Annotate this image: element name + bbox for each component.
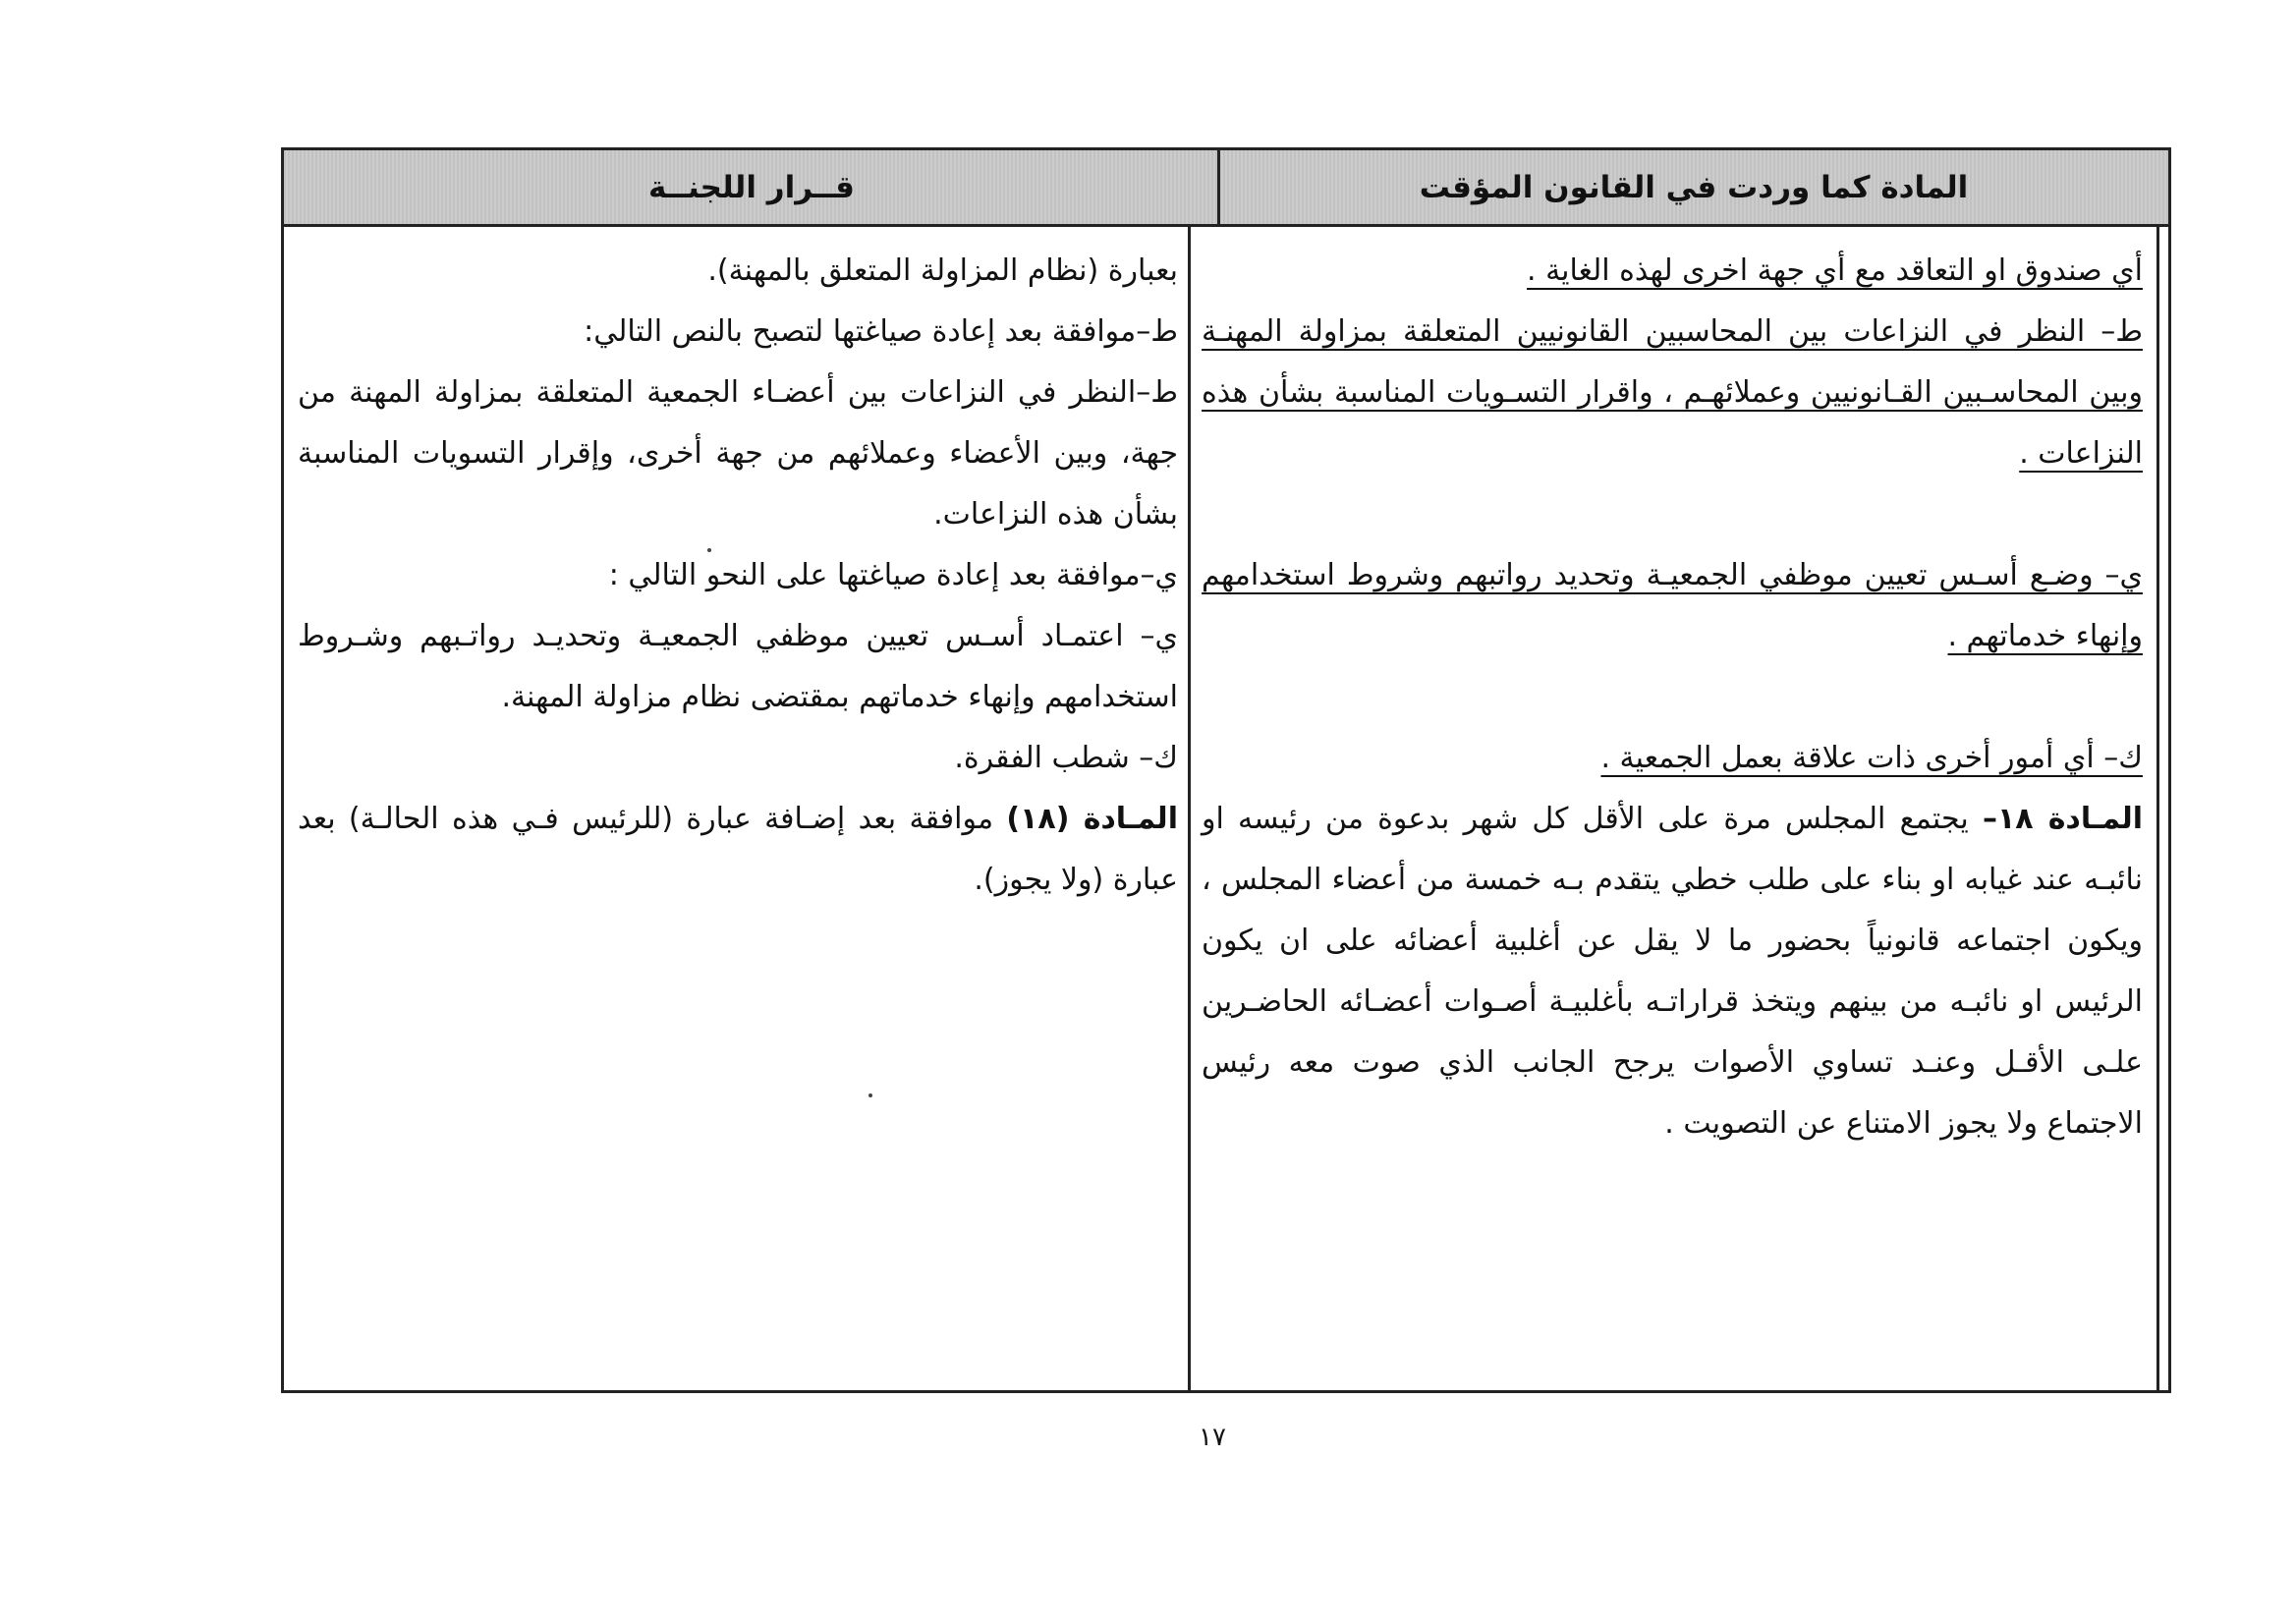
right-paragraph-2: ط– النظر في النزاعات بين المحاسبين القانونيين المتعلقة بمزاولة المهنـة وبين المحاسـبين القـانونيين وعملائهـم ، واقرار التسـويات المناسبة بشأن هذه النزاعات . (1202, 314, 2143, 471)
left-paragraph-2: ط–موافقة بعد إعادة صياغتها لتصبح بالنص التالي: (584, 314, 1178, 349)
left-paragraph-5: ي– اعتمـاد أسـس تعيين موظفي الجمعيـة وتحديـد رواتـبهم وشـروط استخدامهم وإنهاء خدماتهم بمقتضى نظام مزاولة المهنة. (298, 619, 1178, 714)
article-18-decision-label: المـادة (١٨) (1006, 802, 1178, 836)
article-18-label: المـادة ١٨– (1982, 802, 2143, 836)
left-paragraph-3: ط–النظر في النزاعات بين أعضـاء الجمعية المتعلقة بمزاولة المهنة من جهة، وبين الأعضاء وعملائهم من جهة أخرى، وإقرار التسويات المناسبة بشأن هذه النزاعات. (298, 375, 1178, 532)
header-divider (1217, 150, 1220, 227)
left-paragraph-6: ك– شطب الفقرة. (954, 741, 1178, 775)
page-number: ١٧ (1199, 1423, 1226, 1452)
right-paragraph-5: المـادة ١٨– يجتمع المجلس مرة على الأقل كل شهر بدعوة من رئيسه او نائبـه عند غيابه او بناء على طلب خطي يتقدم بـه خمسة من أعضاء المجلس ، ويكون اجتماعه قانونياً بحضور ما لا يقل عن أغلبية أعضائه على ان يكون الرئيس او نائبـه من بينهم ويتخذ قراراتـه بأغلبيـة أصـوات أعضـائه الحاضـرين علـى الأقـل وعنـد تساوي الأصوات يرجح الجانب الذي صوت معه رئيس الاجتماع ولا يجوز الامتناع عن التصويت . (1202, 802, 2143, 1141)
header-committee-decision: قــرار اللجنــة (648, 169, 855, 205)
right-margin-border (2156, 227, 2168, 1393)
column-divider (1188, 227, 1191, 1393)
scan-speck (868, 1093, 872, 1097)
committee-decision-column (298, 241, 1178, 911)
header-original-article: المادة كما وردت في القانون المؤقت (1419, 169, 1969, 205)
right-paragraph-4: ك– أي أمور أخرى ذات علاقة بعمل الجمعية . (1600, 741, 2143, 775)
right-paragraph-3: ي– وضـع أسـس تعيين موظفي الجمعيـة وتحديد رواتبهم وشروط استخدامهم وإنهاء خدماتهم . (1202, 558, 2143, 653)
scan-speck (707, 548, 711, 552)
table-header (284, 150, 2168, 227)
comparison-table (281, 147, 2171, 1393)
left-paragraph-4: ي–موافقة بعد إعادة صياغتها على النحو التالي : (608, 558, 1178, 592)
left-paragraph-7: المـادة (١٨) موافقة بعد إضـافة عبارة (للرئيس فـي هذه الحالـة) بعد عبارة (ولا يجوز). (298, 802, 1178, 897)
left-paragraph-1: بعبارة (نظام المزاولة المتعلق بالمهنة). (707, 253, 1178, 288)
original-law-column (1202, 241, 2143, 1154)
right-paragraph-1: أي صندوق او التعاقد مع أي جهة اخرى لهذه الغاية . (1527, 253, 2143, 288)
